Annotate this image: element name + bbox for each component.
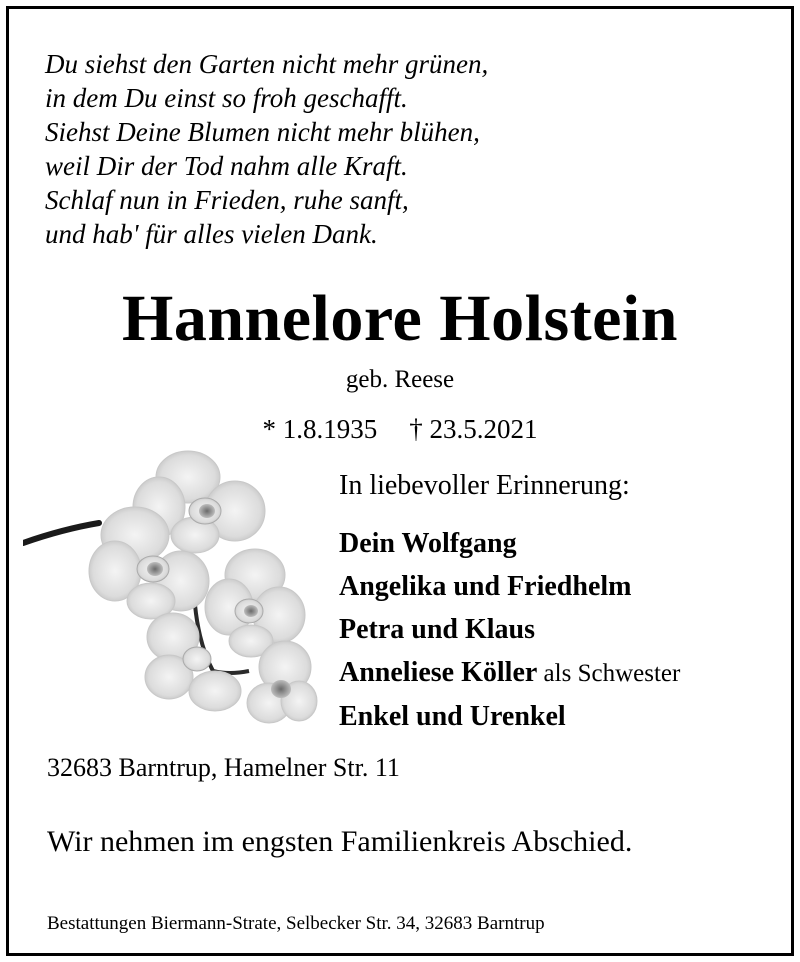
mourner-name: Angelika und Friedhelm <box>339 571 632 602</box>
poem-line: in dem Du einst so froh geschafft. <box>45 83 408 113</box>
mourner-item <box>339 651 680 695</box>
poem-line: Du siehst den Garten nicht mehr grünen, <box>45 49 489 79</box>
obituary-notice <box>6 6 794 956</box>
deceased-name: Hannelore Holstein <box>122 282 678 355</box>
life-dates <box>9 413 791 445</box>
family-address: 32683 Barntrup, Hamelner Str. 11 <box>47 753 400 782</box>
undertaker-info: Bestattungen Biermann-Strate, Selbecker Str. 34, 32683 Barntrup <box>47 913 545 934</box>
mourner-item <box>339 695 680 738</box>
mourner-relation: als Schwester <box>537 660 681 687</box>
farewell-note: Wir nehmen im engsten Familienkreis Abschied. <box>47 825 633 858</box>
birth-date: * 1.8.1935 <box>262 414 378 444</box>
poem-line: weil Dir der Tod nahm alle Kraft. <box>45 151 408 181</box>
mourner-item <box>339 565 680 608</box>
mourner-name: Enkel und Urenkel <box>339 701 566 732</box>
poem-line: Siehst Deine Blumen nicht mehr blühen, <box>45 117 480 147</box>
death-date: † 23.5.2021 <box>409 414 538 444</box>
mourner-name: Anneliese Köller <box>339 657 538 688</box>
orchid-flower-icon <box>23 445 323 727</box>
mourner-name: Petra und Klaus <box>339 614 536 645</box>
memorial-poem <box>45 47 488 251</box>
poem-line: Schlaf nun in Frieden, ruhe sanft, <box>45 185 409 215</box>
mourner-name: Dein Wolfgang <box>339 528 517 559</box>
mourner-item <box>339 608 680 651</box>
maiden-name: geb. Reese <box>345 366 455 393</box>
memory-heading: In liebevoller Erinnerung: <box>339 470 630 501</box>
mourners-list <box>339 522 680 738</box>
mourner-item <box>339 522 680 565</box>
poem-line: und hab' für alles vielen Dank. <box>45 219 378 249</box>
